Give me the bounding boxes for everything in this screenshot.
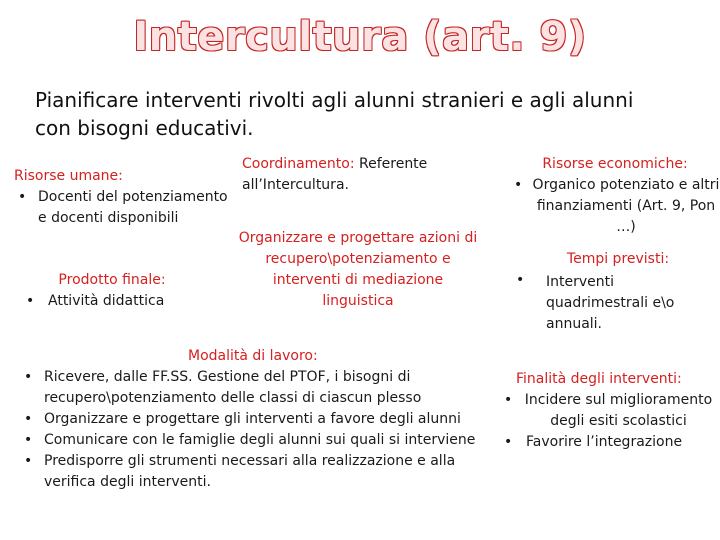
risorse-economiche-item: • Organico potenziato e altri finanziamenti (Art. 9, Pon …) [510, 175, 720, 238]
tempi-previsti-heading: Tempi previsti: [566, 251, 670, 267]
page-title: Intercultura (art. 9) [133, 14, 587, 60]
finalita-item-2: • Favorire l’integrazione [500, 432, 715, 453]
modalita-item-2: • Organizzare e progettare gli interventi a favore degli alunni [20, 409, 490, 430]
risorse-umane-item: • Docenti del potenziamento e docenti disponibili [14, 187, 229, 229]
risorse-economiche-block [510, 154, 720, 238]
modalita-item-4: • Predisporre gli strumenti necessari alla realizzazione e alla verifica degli interventi. [20, 451, 490, 493]
risorse-umane-heading: Risorse umane: [14, 168, 123, 184]
finalita-block [500, 369, 715, 453]
finalita-item-1: • Incidere sul miglioramento degli esiti scolastici [500, 390, 715, 432]
risorse-economiche-heading: Risorse economiche: [542, 156, 688, 172]
obiettivo-text: Organizzare e progettare azioni di recupero\potenziamento e interventi di mediazione linguistica [238, 230, 478, 309]
modalita-item-1: • Ricevere, dalle FF.SS. Gestione del PTOF, i bisogni di recupero\potenziamento delle classi di ciascun plesso [20, 367, 490, 409]
coordinamento-block [242, 154, 462, 196]
risorse-umane-block [14, 166, 229, 229]
modalita-block [20, 346, 490, 493]
prodotto-finale-block [22, 270, 222, 312]
modalita-heading: Modalità di lavoro: [188, 348, 318, 364]
finalita-heading: Finalità degli interventi: [516, 371, 682, 387]
modalita-item-3: • Comunicare con le famiglie degli alunni sui quali si interviene [20, 430, 490, 451]
prodotto-finale-heading: Prodotto finale: [58, 272, 166, 288]
coordinamento-label: Coordinamento: [242, 156, 355, 172]
tempi-previsti-item: • Interventi quadrimestrali e\o annuali. [512, 270, 702, 335]
coordinamento-text: Referente all’Intercultura. [242, 156, 428, 193]
tempi-previsti-block [512, 249, 702, 335]
prodotto-finale-item: • Attività didattica [22, 291, 222, 312]
page-subtitle: Pianificare interventi rivolti agli alunni stranieri e agli alunni con bisogni educativi. [35, 88, 634, 140]
